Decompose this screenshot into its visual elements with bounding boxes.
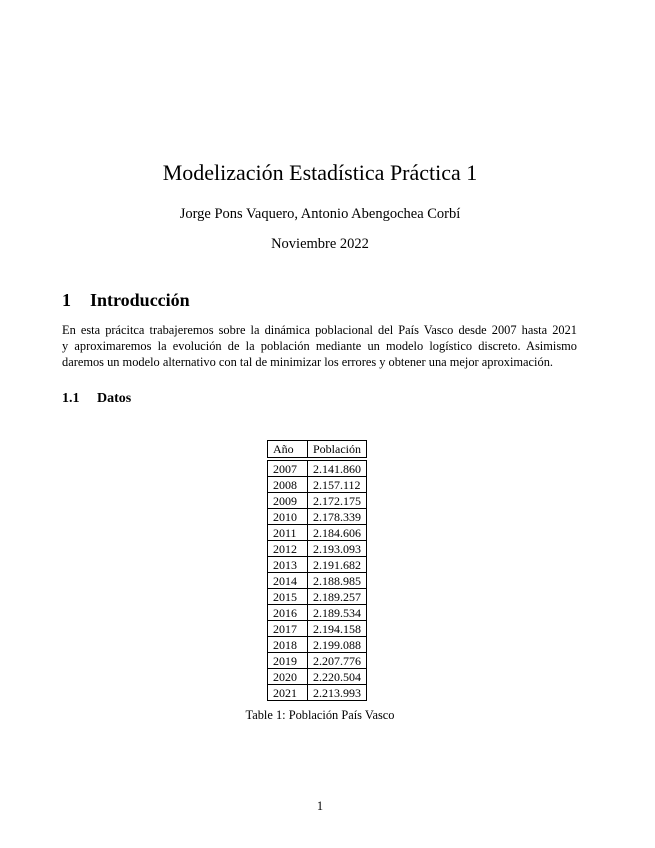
- table-row: [268, 637, 367, 653]
- cell-year: 2011: [268, 525, 308, 541]
- cell-year: 2010: [268, 509, 308, 525]
- cell-population: 2.172.175: [308, 493, 367, 509]
- document-authors: Jorge Pons Vaquero, Antonio Abengochea Corbí: [179, 206, 461, 222]
- cell-year: 2008: [268, 477, 308, 493]
- cell-population: 2.193.093: [308, 541, 367, 557]
- table-row: [268, 557, 367, 573]
- document-date: Noviembre 2022: [271, 236, 369, 252]
- table-caption: Table 1: Población País Vasco: [245, 708, 395, 722]
- cell-year: 2012: [268, 541, 308, 557]
- cell-year: 2020: [268, 669, 308, 685]
- table-body: [268, 461, 367, 701]
- document-title: Modelización Estadística Práctica 1: [162, 160, 478, 185]
- table-row: [268, 589, 367, 605]
- cell-population: 2.189.534: [308, 605, 367, 621]
- cell-year: 2018: [268, 637, 308, 653]
- table-row: [268, 509, 367, 525]
- cell-population: 2.199.088: [308, 637, 367, 653]
- cell-population: 2.141.860: [308, 461, 367, 477]
- cell-year: 2015: [268, 589, 308, 605]
- cell-population: 2.207.776: [308, 653, 367, 669]
- section-number: 1: [62, 290, 71, 310]
- table-row: [268, 525, 367, 541]
- subsection-heading-datos: [62, 391, 131, 407]
- cell-population: 2.194.158: [308, 621, 367, 637]
- cell-year: 2009: [268, 493, 308, 509]
- population-table: [267, 440, 367, 701]
- table-row: [268, 477, 367, 493]
- cell-population: 2.184.606: [308, 525, 367, 541]
- cell-year: 2014: [268, 573, 308, 589]
- cell-population: 2.157.112: [308, 477, 367, 493]
- section-title: Introducción: [90, 290, 190, 310]
- cell-year: 2017: [268, 621, 308, 637]
- cell-population: 2.178.339: [308, 509, 367, 525]
- cell-year: 2021: [268, 685, 308, 701]
- cell-year: 2019: [268, 653, 308, 669]
- section-heading-introduccion: [62, 290, 190, 311]
- paragraph-line: daremos un modelo alternativo con tal de minimizar los errores y obtener una mejor aproximación.: [62, 355, 553, 369]
- column-header-year: Año: [268, 441, 308, 458]
- page-number: 1: [316, 799, 324, 813]
- table-row: [268, 573, 367, 589]
- cell-year: 2016: [268, 605, 308, 621]
- cell-population: 2.220.504: [308, 669, 367, 685]
- cell-year: 2013: [268, 557, 308, 573]
- table-row: [268, 621, 367, 637]
- paragraph-line: En esta prácitca trabajeremos sobre la dinámica poblacional del País Vasco desde 2007 hasta 2021: [62, 323, 577, 337]
- table-header-row: [268, 441, 367, 458]
- table-row: [268, 493, 367, 509]
- cell-population: 2.213.993: [308, 685, 367, 701]
- paragraph-line: y aproximaremos la evolución de la población mediante un modelo logístico discreto. Asimismo: [62, 339, 577, 353]
- table-row: [268, 685, 367, 701]
- table-row: [268, 461, 367, 477]
- cell-population: 2.191.682: [308, 557, 367, 573]
- table-row: [268, 605, 367, 621]
- table-row: [268, 653, 367, 669]
- cell-population: 2.188.985: [308, 573, 367, 589]
- cell-population: 2.189.257: [308, 589, 367, 605]
- introduction-paragraph: [62, 322, 577, 370]
- table-row: [268, 541, 367, 557]
- subsection-title: Datos: [97, 391, 132, 406]
- cell-year: 2007: [268, 461, 308, 477]
- table-row: [268, 669, 367, 685]
- subsection-number: 1.1: [62, 391, 80, 406]
- column-header-population: Población: [308, 441, 367, 458]
